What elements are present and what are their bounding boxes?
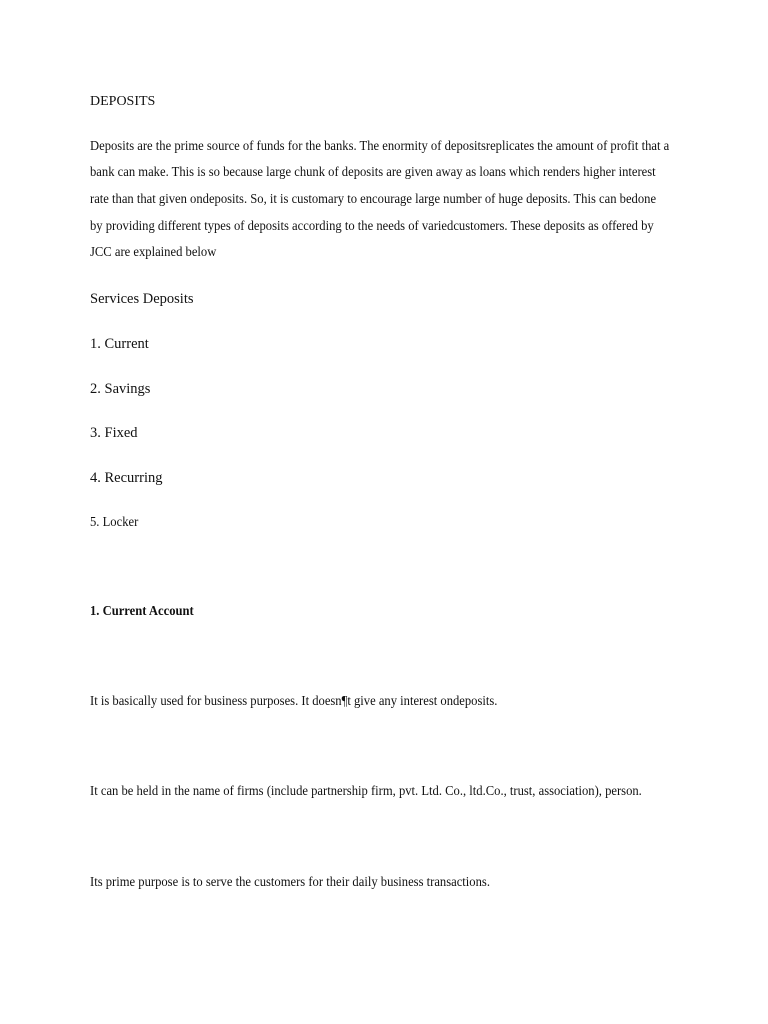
services-heading: Services Deposits [90, 291, 194, 307]
intro-line: Deposits are the prime source of funds for the banks. The enormity of depositsreplicates the amount of profit that a [90, 139, 670, 154]
service-list-item: 3. Fixed [90, 425, 138, 441]
intro-line: rate than that given ondeposits. So, it is customary to encourage large number of huge deposits. This can bedone [90, 192, 657, 207]
service-list-item: 4. Recurring [90, 470, 163, 486]
service-list-item: 1. Current [90, 336, 149, 352]
intro-line: JCC are explained below [90, 245, 217, 260]
section-paragraph: It is basically used for business purposes. It doesn¶t give any interest ondeposits. [90, 694, 498, 709]
service-list-item: 5. Locker [90, 515, 139, 530]
section-paragraph: It can be held in the name of firms (include partnership firm, pvt. Ltd. Co., ltd.Co., trust, association), person. [90, 784, 642, 799]
intro-line: bank can make. This is so because large chunk of deposits are given away as loans which renders higher interest [90, 165, 656, 180]
document-title: DEPOSITS [90, 94, 156, 109]
service-list-item: 2. Savings [90, 381, 151, 397]
section-heading: 1. Current Account [90, 604, 194, 619]
intro-line: by providing different types of deposits according to the needs of variedcustomers. These deposits as offered by [90, 219, 654, 234]
section-paragraph: Its prime purpose is to serve the customers for their daily business transactions. [90, 875, 490, 890]
